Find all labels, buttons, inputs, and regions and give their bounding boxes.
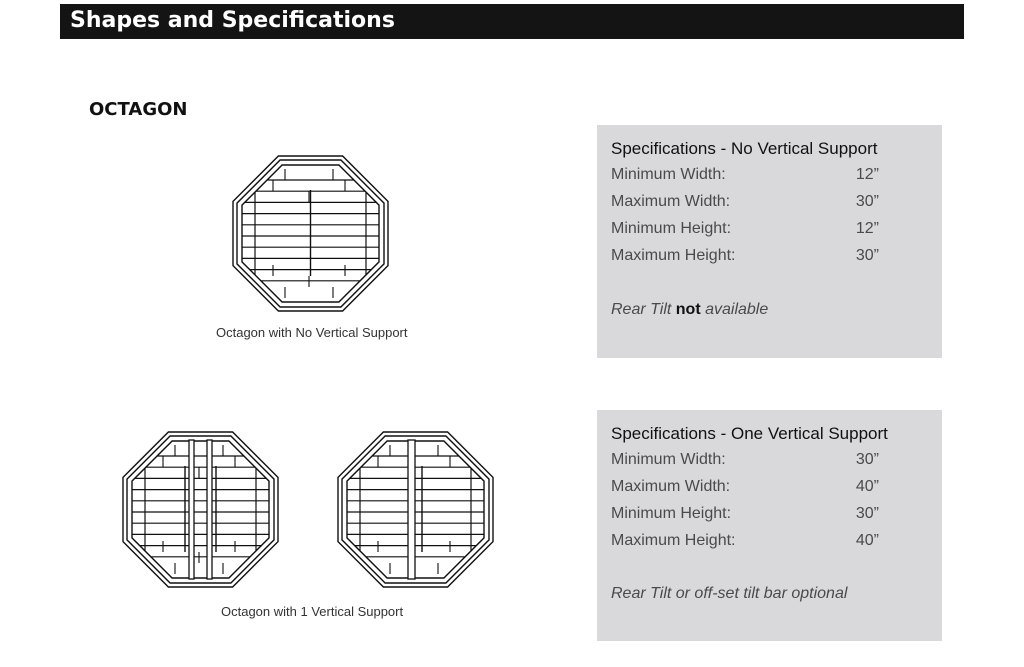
vertical-support xyxy=(408,440,415,579)
louvers xyxy=(123,445,278,574)
page-title: Shapes and Specifications xyxy=(70,8,395,33)
spec-note xyxy=(611,301,768,319)
spec-row-min-width xyxy=(611,451,879,473)
header-bar xyxy=(60,4,964,39)
spec-heading: Specifications - One Vertical Support xyxy=(611,424,888,443)
spec-value: 12” xyxy=(855,220,879,237)
spec-value: 30” xyxy=(855,451,879,468)
spec-label: Maximum Height: xyxy=(611,247,736,264)
spec-note: Rear Tilt or off-set tilt bar optional xyxy=(611,585,848,602)
spec-row-max-height xyxy=(611,247,879,269)
spec-row-max-width xyxy=(611,478,879,500)
spec-note-start: Rear Tilt xyxy=(611,301,672,318)
spec-value: 40” xyxy=(855,532,879,549)
spec-label: Minimum Height: xyxy=(611,220,732,237)
octagon-shutter-center-support xyxy=(338,432,493,587)
spec-box-no-support xyxy=(597,125,942,358)
frame-inner xyxy=(127,436,274,583)
spec-value: 12” xyxy=(855,166,879,183)
spec-note-emphasis: not xyxy=(675,301,701,318)
spec-value: 30” xyxy=(855,505,879,522)
caption-one-support: Octagon with 1 Vertical Support xyxy=(221,604,404,619)
spec-value: 30” xyxy=(855,247,879,264)
octagon-shutter-no-support xyxy=(233,156,388,311)
spec-row-min-height xyxy=(611,505,879,527)
spec-box-one-support xyxy=(597,410,942,641)
spec-label: Minimum Width: xyxy=(611,451,726,468)
spec-row-max-width xyxy=(611,193,879,215)
spec-row-min-width xyxy=(611,166,879,188)
spec-value: 40” xyxy=(855,478,879,495)
spec-row-min-height xyxy=(611,220,879,242)
spec-value: 30” xyxy=(855,193,879,210)
spec-label: Minimum Height: xyxy=(611,505,732,522)
spec-heading: Specifications - No Vertical Support xyxy=(611,139,878,158)
spec-label: Maximum Width: xyxy=(611,478,731,495)
spec-row-max-height xyxy=(611,532,879,554)
spec-label: Maximum Height: xyxy=(611,532,736,549)
panel-edge xyxy=(132,441,269,578)
spec-label: Minimum Width: xyxy=(611,166,726,183)
spec-note-end: available xyxy=(705,301,769,318)
frame-outer xyxy=(123,432,278,587)
vertical-support xyxy=(189,440,194,579)
spec-label: Maximum Width: xyxy=(611,193,731,210)
section-title: OCTAGON xyxy=(89,99,188,120)
octagon-shutter-offset-support xyxy=(123,432,278,587)
caption-no-support: Octagon with No Vertical Support xyxy=(216,325,408,340)
vertical-support xyxy=(207,440,212,579)
